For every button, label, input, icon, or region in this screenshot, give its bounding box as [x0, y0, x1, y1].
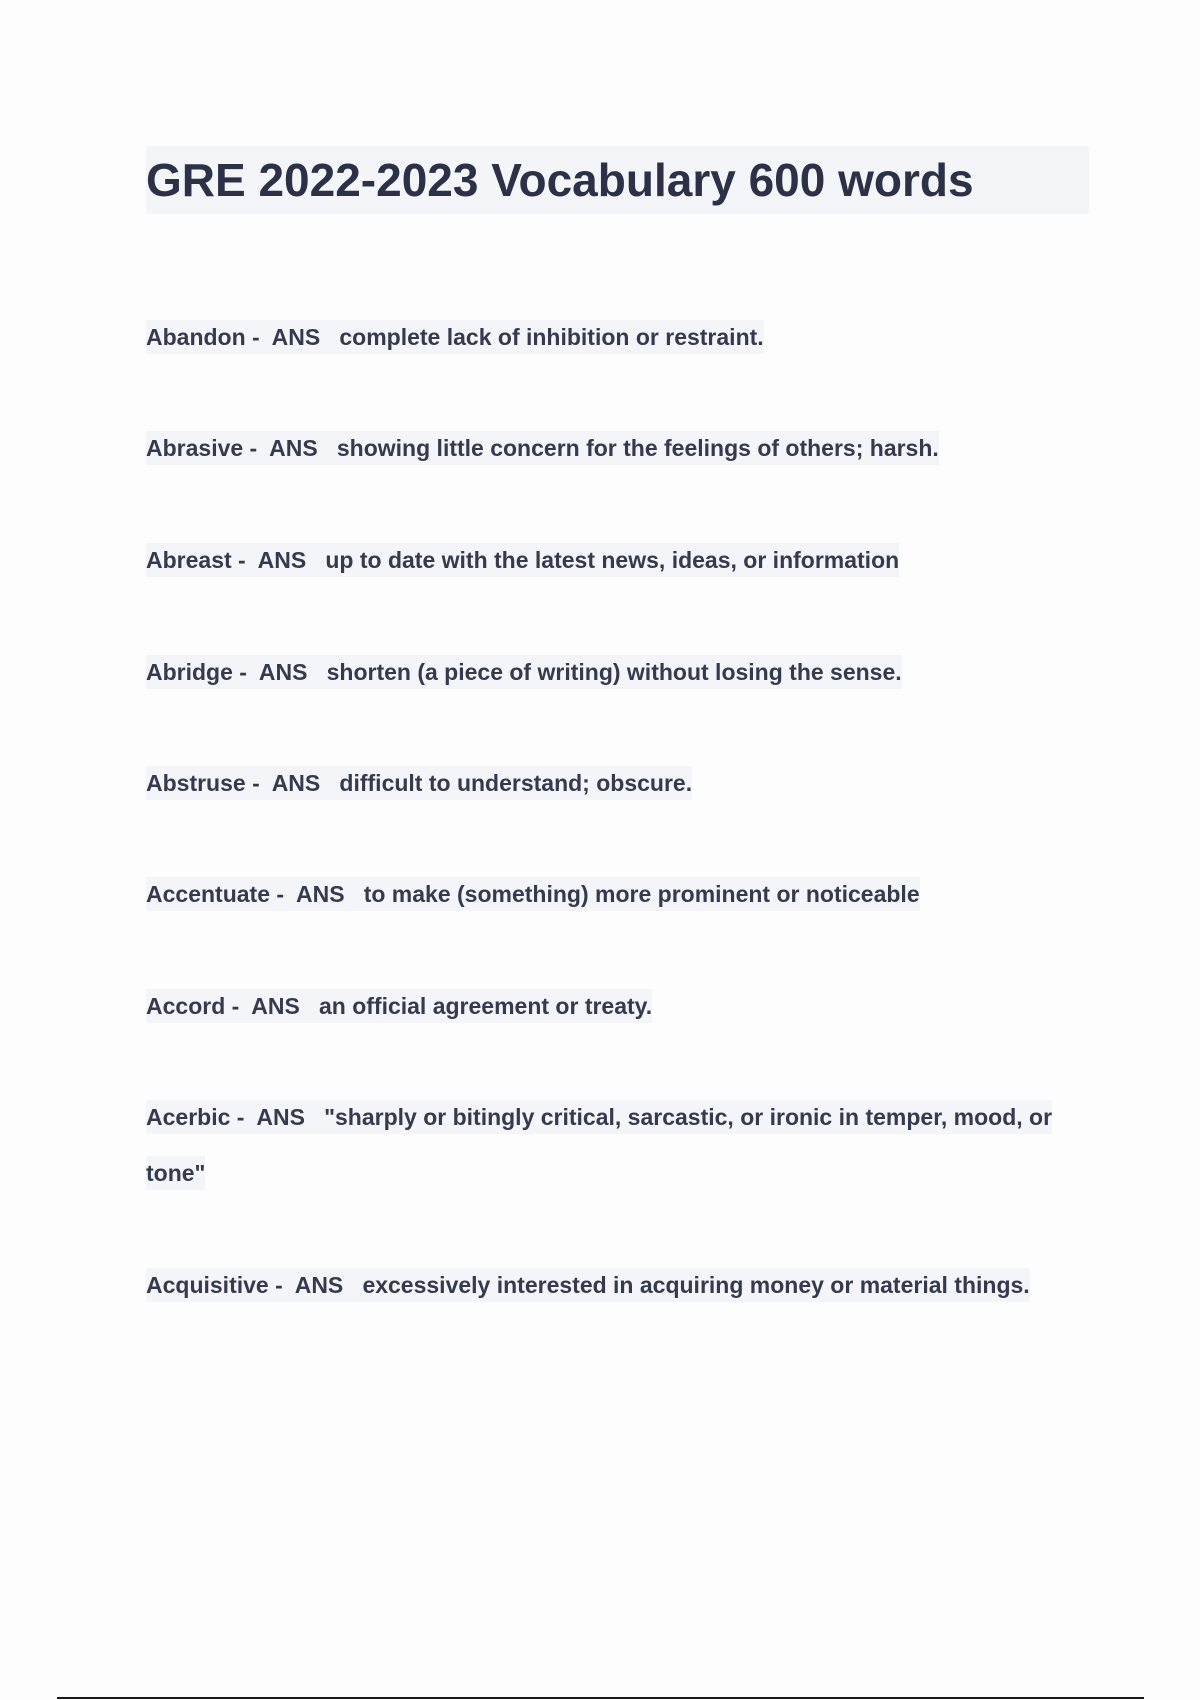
page-bottom-rule — [57, 1697, 1144, 1699]
document-title: GRE 2022-2023 Vocabulary 600 words — [146, 154, 974, 206]
vocab-entry: Abridge - ANS shorten (a piece of writing) without losing the sense. — [146, 644, 1096, 700]
entry-definition: an official agreement or treaty. — [318, 993, 653, 1019]
entry-term: Accord — [146, 993, 226, 1019]
vocab-entry: Abrasive - ANS showing little concern for the feelings of others; harsh. — [146, 420, 1096, 476]
vocab-entry: Acquisitive - ANS excessively interested in acquiring money or material things. — [146, 1257, 1096, 1313]
entry-definition: showing little concern for the feelings of others; harsh. — [336, 435, 939, 461]
entry-marker: ANS — [271, 770, 321, 796]
entry-marker: ANS — [269, 435, 318, 461]
entry-term: Abandon — [146, 324, 246, 350]
vocab-entry: Acerbic - ANS "sharply or bitingly critical, sarcastic, or ironic in temper, mood, or tone" — [146, 1089, 1096, 1201]
entry-definition: complete lack of inhibition or restraint. — [339, 324, 764, 350]
entry-term: Abridge — [146, 659, 233, 685]
vocab-entry: Abreast - ANS up to date with the latest news, ideas, or information — [146, 532, 1096, 588]
entry-definition: shorten (a piece of writing) without losing the sense. — [326, 659, 902, 685]
entry-marker: ANS — [251, 993, 300, 1019]
entry-marker: ANS — [257, 547, 307, 573]
vocab-entry: Abandon - ANS complete lack of inhibition or restraint. — [146, 309, 1096, 365]
entry-term: Accentuate — [146, 881, 270, 907]
vocab-entry: Abstruse - ANS difficult to understand; obscure. — [146, 755, 1096, 811]
entry-definition: to make (something) more prominent or noticeable — [363, 881, 920, 907]
entry-marker: ANS — [256, 1104, 305, 1130]
vocab-entry: Accord - ANS an official agreement or treaty. — [146, 978, 1096, 1034]
entry-term: Acquisitive — [146, 1272, 269, 1298]
entry-marker: ANS — [271, 324, 321, 350]
entry-term: Abrasive — [146, 435, 244, 461]
entry-definition: "sharply or bitingly critical, sarcastic, or ironic in temper, mood, or tone" — [146, 1104, 1053, 1186]
vocab-entry: Accentuate - ANS to make (something) more prominent or noticeable — [146, 866, 1096, 922]
entry-term: Acerbic — [146, 1104, 231, 1130]
entry-marker: ANS — [294, 1272, 344, 1298]
entry-marker: ANS — [295, 881, 345, 907]
entry-term: Abstruse — [146, 770, 246, 796]
entry-definition: difficult to understand; obscure. — [339, 770, 693, 796]
entry-definition: excessively interested in acquiring money or material things. — [362, 1272, 1030, 1298]
entry-definition: up to date with the latest news, ideas, or information — [325, 547, 900, 573]
entry-term: Abreast — [146, 547, 232, 573]
entry-marker: ANS — [258, 659, 308, 685]
